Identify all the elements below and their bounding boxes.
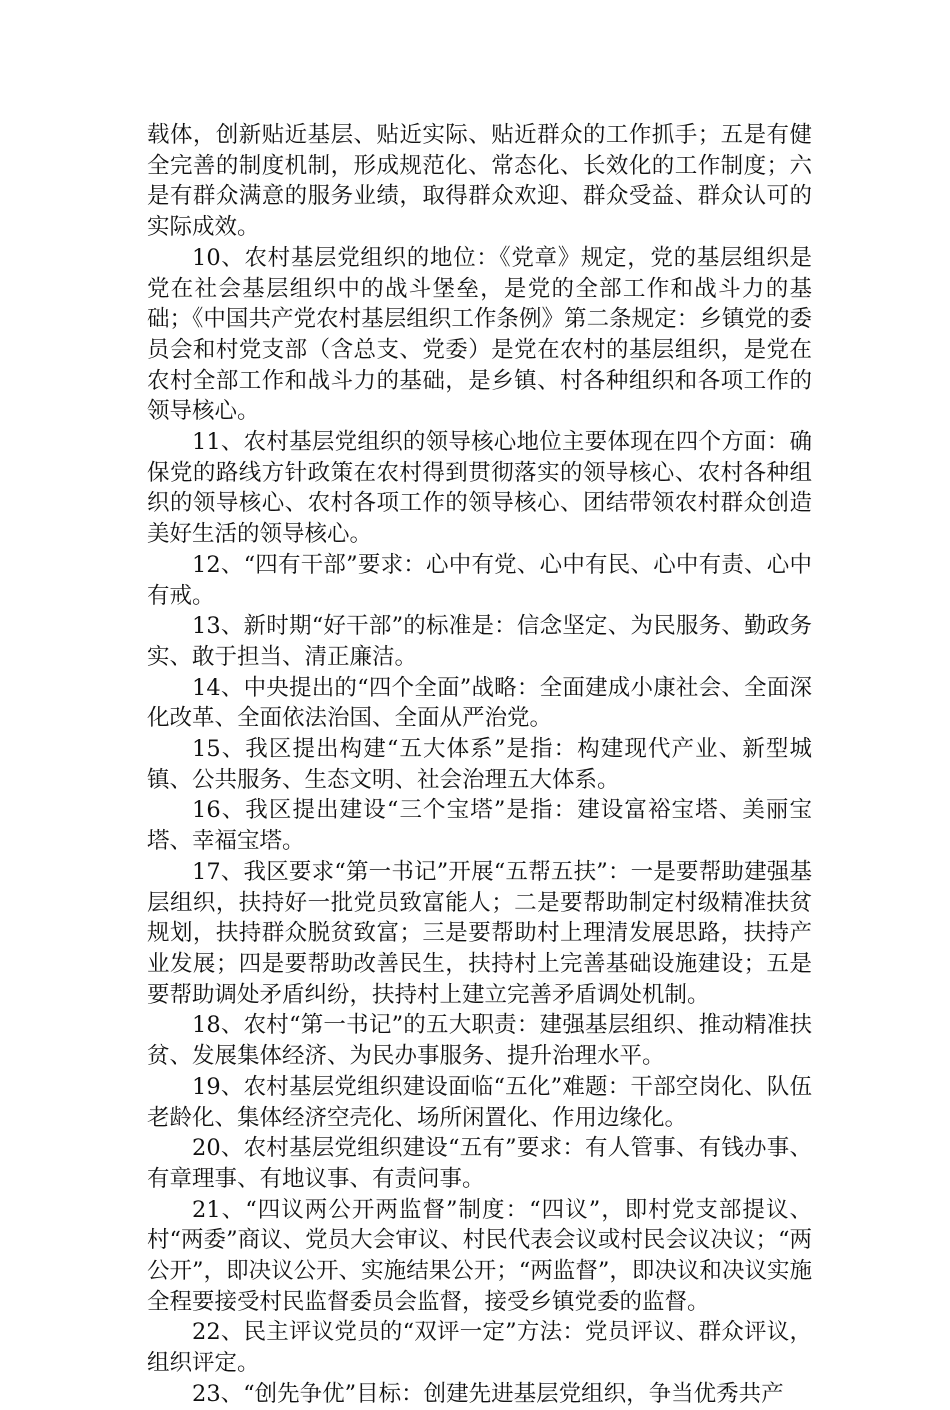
paragraph-item-23: 23、“创先争优”目标：创建先进基层党组织，争当优秀共产 [192,1380,784,1407]
paragraph-continuation: 载体，创新贴近基层、贴近实际、贴近群众的工作抓手；五是有健全完善的制度机制，形成规范化、常态化、长效化的工作制度；六是有群众满意的服务业绩，取得群众欢迎、群众受益、群众认可的实际成效。 [147,122,812,241]
paragraph-item-22: 22、民主评议党员的“双评一定”方法：党员评议、群众评议，组织评定。 [147,1319,812,1377]
paragraph-item-18: 18、农村“第一书记”的五大职责：建强基层组织、推动精准扶贫、发展集体经济、为民办事服务、提升治理水平。 [147,1012,812,1070]
document-body [147,120,812,1410]
paragraph-item-12: 12、“四有干部”要求：心中有党、心中有民、心中有责、心中有戒。 [147,551,812,609]
paragraph-item-19: 19、农村基层党组织建设面临“五化”难题：干部空岗化、队伍老龄化、集体经济空壳化、场所闲置化、作用边缘化。 [147,1073,812,1131]
paragraph-item-16: 16、我区提出建设“三个宝塔”是指：建设富裕宝塔、美丽宝塔、幸福宝塔。 [147,797,812,855]
paragraph-item-15: 15、我区提出构建“五大体系”是指：构建现代产业、新型城镇、公共服务、生态文明、社会治理五大体系。 [147,736,812,793]
paragraph-item-10: 10、农村基层党组织的地位：《党章》规定，党的基层组织是党在社会基层组织中的战斗堡垒，是党的全部工作和战斗力的基础；《中国共产党农村基层组织工作条例》第二条规定：乡镇党的委员会和村党支部（含总支、党委）是党在农村的基层组织，是党在农村全部工作和战斗力的基础，是乡镇、村各种组织和各项工作的领导核心。 [147,244,812,425]
paragraph-item-11: 11、农村基层党组织的领导核心地位主要体现在四个方面：确保党的路线方针政策在农村得到贯彻落实的领导核心、农村各种组织的领导核心、农村各项工作的领导核心、团结带领农村群众创造美好生活的领导核心。 [147,429,812,548]
paragraph-item-14: 14、中央提出的“四个全面”战略：全面建成小康社会、全面深化改革、全面依法治国、全面从严治党。 [147,674,812,732]
paragraph-item-13: 13、新时期“好干部”的标准是：信念坚定、为民服务、勤政务实、敢于担当、清正廉洁。 [147,613,812,670]
paragraph-item-21: 21、“四议两公开两监督”制度：“四议”，即村党支部提议、村“两委”商议、党员大会审议、村民代表会议或村民会议决议；“两公开”，即决议公开、实施结果公开；“两监督”，即决议和决议实施全程要接受村民监督委员会监督，接受乡镇党委的监督。 [147,1196,812,1315]
paragraph-item-17: 17、我区要求“第一书记”开展“五帮五扶”：一是要帮助建强基层组织，扶持好一批党员致富能人；二是要帮助制定村级精准扶贫规划，扶持群众脱贫致富；三是要帮助村上理清发展思路，扶持产业发展；四是要帮助改善民生，扶持村上完善基础设施建设；五是要帮助调处矛盾纠纷，扶持村上建立完善矛盾调处机制。 [147,858,812,1008]
paragraph-item-20: 20、农村基层党组织建设“五有”要求：有人管事、有钱办事、有章理事、有地议事、有责问事。 [147,1135,812,1192]
